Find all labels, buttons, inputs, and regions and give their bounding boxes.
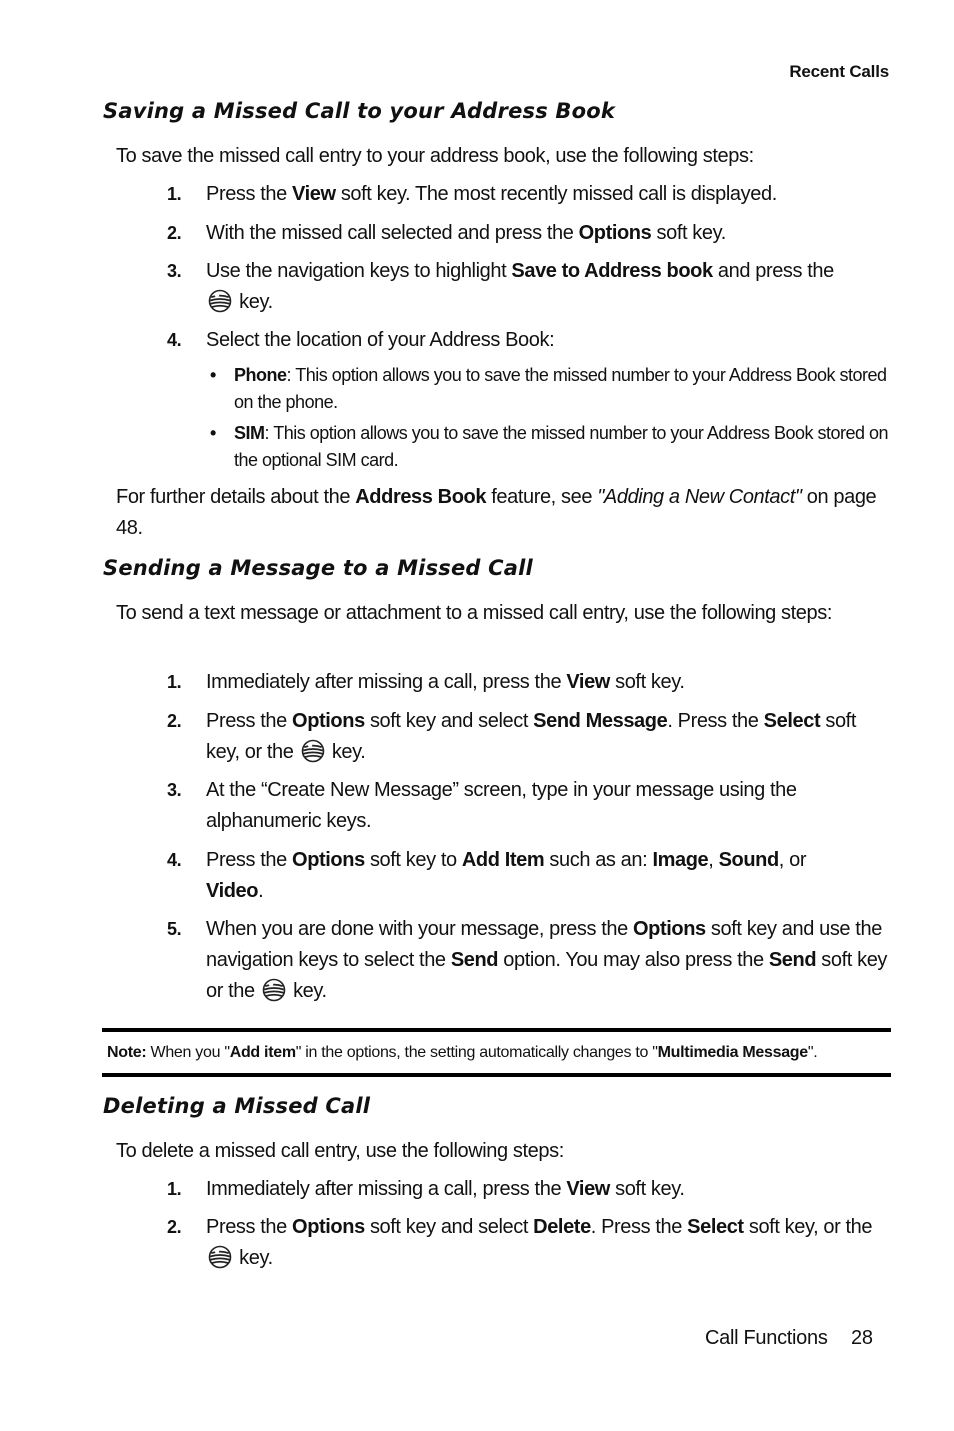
step-item — [167, 775, 892, 837]
step-text: Immediately after missing a call, press the View soft key. — [206, 1178, 685, 1200]
note-bottom-rule — [102, 1073, 891, 1077]
step-number: 2. — [167, 1217, 182, 1237]
section-intro: To send a text message or attachment to a missed call entry, use the following steps: — [116, 602, 833, 624]
bullet-text: SIM: This option allows you to save the missed number to your Address Book stored on the optional SIM card. — [234, 423, 889, 470]
step-number: 2. — [167, 711, 182, 731]
step-number: 2. — [167, 223, 182, 243]
att-globe-key-icon — [262, 978, 286, 1002]
step-item — [167, 845, 892, 907]
step-number: 3. — [167, 780, 182, 800]
step-number: 3. — [167, 261, 182, 281]
bullet-item — [210, 420, 890, 474]
step-text: At the “Create New Message” screen, type in your message using the alphanumeric keys. — [206, 779, 797, 832]
step-number: 1. — [167, 184, 182, 204]
note-text: Note: When you "Add item" in the options, the setting automatically changes to "Multimedia Message". — [107, 1044, 818, 1061]
section-title-sending: Sending a Message to a Missed Call — [103, 556, 533, 580]
section-intro: To delete a missed call entry, use the following steps: — [116, 1140, 564, 1162]
page-number: 28 — [851, 1327, 873, 1349]
step-number: 1. — [167, 1179, 182, 1199]
further-details: For further details about the Address Book feature, see "Adding a New Contact" on page 48. — [116, 486, 877, 539]
step-number: 5. — [167, 919, 182, 939]
step-text: Press the Options soft key to Add Item such as an: Image, Sound, or Video. — [206, 849, 807, 902]
step-item — [167, 1174, 892, 1205]
step-number: 4. — [167, 850, 182, 870]
running-header: Recent Calls — [789, 62, 889, 81]
step-number: 4. — [167, 330, 182, 350]
step-item — [167, 179, 892, 210]
step-text: Press the View soft key. The most recently missed call is displayed. — [206, 183, 777, 205]
step-text: Use the navigation keys to highlight Save to Address book and press the key. — [206, 260, 834, 313]
bullet-dot: • — [210, 365, 216, 385]
bullet-item — [210, 362, 890, 416]
section-intro: To save the missed call entry to your address book, use the following steps: — [116, 145, 754, 167]
footer-section-name: Call Functions — [705, 1327, 828, 1349]
step-text: With the missed call selected and press the Options soft key. — [206, 222, 726, 244]
step-item — [167, 218, 892, 249]
note-top-rule — [102, 1028, 891, 1032]
cross-reference-link[interactable]: "Adding a New Contact" — [597, 486, 802, 508]
step-text: Press the Options soft key and select Delete. Press the Select soft key, or the key. — [206, 1216, 873, 1269]
step-item — [167, 325, 892, 356]
step-text: Immediately after missing a call, press the View soft key. — [206, 671, 685, 693]
step-item — [167, 706, 892, 768]
bullet-dot: • — [210, 423, 216, 443]
step-item — [167, 667, 892, 698]
att-globe-key-icon — [301, 739, 325, 763]
bullet-text: Phone: This option allows you to save the missed number to your Address Book stored on the phone. — [234, 365, 887, 412]
section-title-saving: Saving a Missed Call to your Address Book — [103, 99, 616, 123]
step-item — [167, 1212, 892, 1274]
section-title-deleting: Deleting a Missed Call — [103, 1094, 371, 1118]
att-globe-key-icon — [208, 1245, 232, 1269]
step-item — [167, 256, 892, 318]
step-number: 1. — [167, 672, 182, 692]
step-text: When you are done with your message, press the Options soft key and use the navigation keys to select the Send option. You may also press the Send soft key or the key. — [206, 918, 888, 1002]
step-text: Select the location of your Address Book: — [206, 329, 555, 351]
step-text: Press the Options soft key and select Send Message. Press the Select soft key, or the key. — [206, 710, 856, 763]
step-item — [167, 914, 892, 1007]
att-globe-key-icon — [208, 289, 232, 313]
